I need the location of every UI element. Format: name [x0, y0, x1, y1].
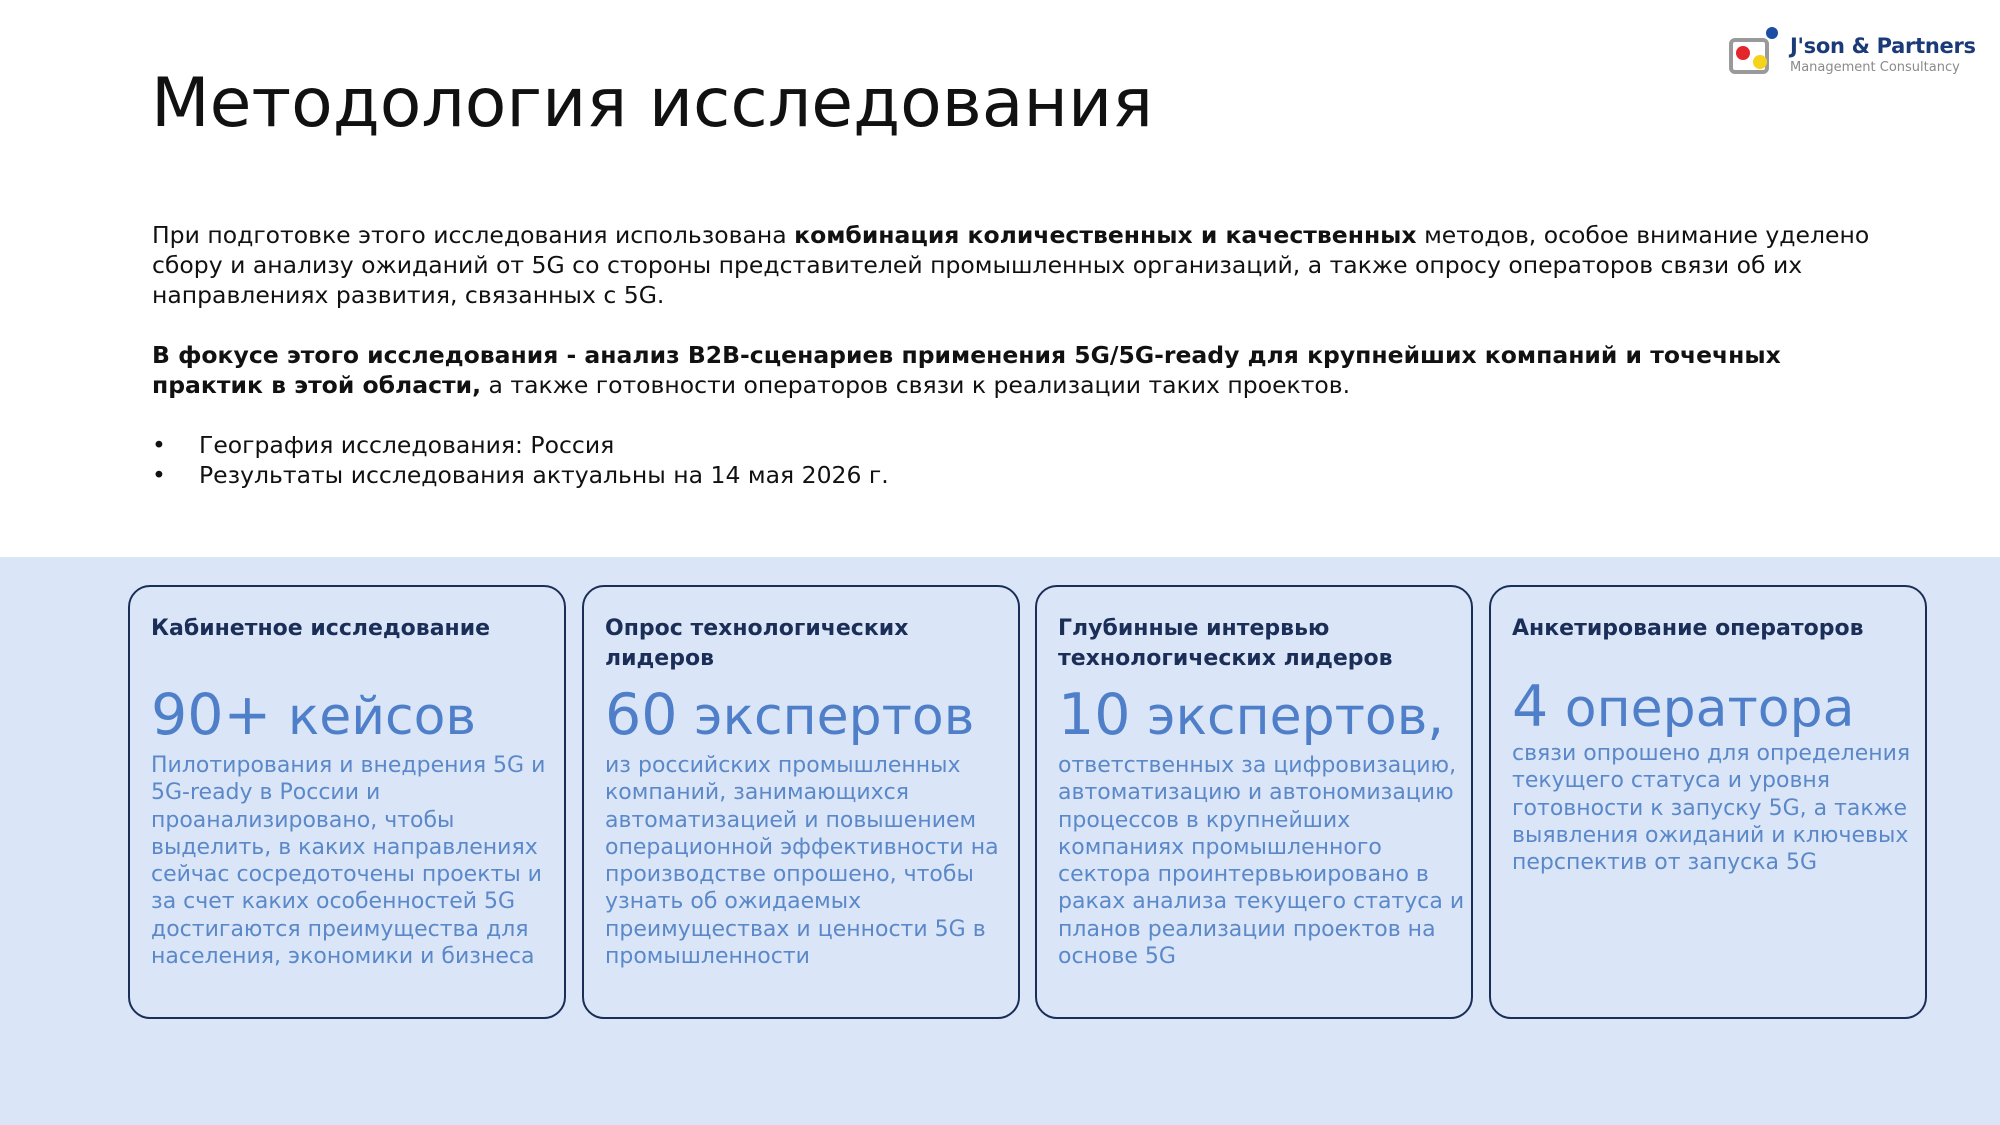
bullet-item-geography	[152, 430, 1892, 460]
card-deep-interviews	[1035, 585, 1473, 1019]
card-stat-number: 10	[1058, 682, 1131, 748]
card-title: Глубинные интервью технологических лидеров	[1058, 616, 1393, 671]
bullet-text: Результаты исследования актуальны на 14 мая 2026 г.	[199, 461, 889, 489]
focus-text-bold: В фокусе этого исследования - анализ B2B-сценариев применения 5G/5G-ready для крупнейших компаний и точечных практик в этой области,	[152, 341, 1781, 399]
card-leaders-survey	[582, 585, 1020, 1019]
card-title: Анкетирование операторов	[1512, 616, 1864, 641]
card-title: Кабинетное исследование	[151, 616, 491, 641]
company-logo	[1724, 10, 1974, 78]
logo-name: J'son & Partners	[1790, 34, 1976, 58]
focus-text-suffix: а также готовности операторов связи к реализации таких проектов.	[481, 371, 1351, 399]
intro-paragraph	[152, 220, 1892, 310]
card-stat-number: 60	[605, 682, 678, 748]
card-stat	[1512, 675, 1854, 741]
intro-text-suffix: методов, особое внимание уделено сбору и анализу ожиданий от 5G со стороны представителей промышленных организаций, а также опросу операторов связи об их направлениях развития, связанных с 5G.	[152, 221, 1870, 309]
card-stat-number: 90+	[151, 682, 272, 748]
card-stat-text: экспертов	[677, 687, 975, 747]
bullet-text: География исследования: Россия	[199, 431, 615, 459]
card-description: ответственных за цифровизацию, автоматизацию и автономизацию процессов в крупнейших компаниях промышленного сектора проинтервьюировано в раках анализа текущего статуса и планов реализации проектов на основе 5G	[1058, 753, 1465, 970]
bullet-item-date	[152, 460, 1892, 490]
card-stat	[151, 683, 476, 749]
card-stat-text: экспертов,	[1130, 687, 1444, 747]
card-desk-research	[128, 585, 566, 1019]
bullet-marker: •	[152, 461, 166, 489]
card-stat-number: 4	[1512, 674, 1549, 740]
focus-paragraph	[152, 340, 1892, 400]
card-operators-survey	[1489, 585, 1927, 1019]
card-description: Пилотирования и внедрения 5G и 5G-ready в России и проанализировано, чтобы выделить, в каких направлениях сейчас сосредоточены проекты и за счет каких особенностей 5G достигаются преимущества для населения, экономики и бизнеса	[151, 753, 546, 970]
card-stat-text: оператора	[1548, 679, 1855, 739]
intro-section	[152, 220, 1892, 490]
intro-text-prefix: При подготовке этого исследования использована	[152, 221, 795, 249]
bullet-list	[152, 430, 1892, 490]
intro-text-bold: комбинация количественных и качественных	[794, 221, 1417, 249]
card-title: Опрос технологических лидеров	[605, 616, 909, 671]
card-stat-text: кейсов	[271, 687, 477, 747]
bullet-marker: •	[152, 431, 166, 459]
card-description: из российских промышленных компаний, занимающихся автоматизацией и повышением операционной эффективности на производстве опрошено, чтобы узнать об ожидаемых преимуществах и ценности 5G в промышленности	[605, 753, 999, 970]
card-stat	[605, 683, 974, 749]
card-description: связи опрошено для определения текущего статуса и уровня готовности к запуску 5G, а также выявления ожиданий и ключевых перспектив от запуска 5G	[1512, 741, 1911, 876]
logo-mark-icon	[1728, 26, 1784, 78]
card-stat	[1058, 683, 1444, 749]
page-title: Методология исследования	[151, 64, 1154, 143]
logo-subtitle: Management Consultancy	[1790, 60, 1960, 75]
